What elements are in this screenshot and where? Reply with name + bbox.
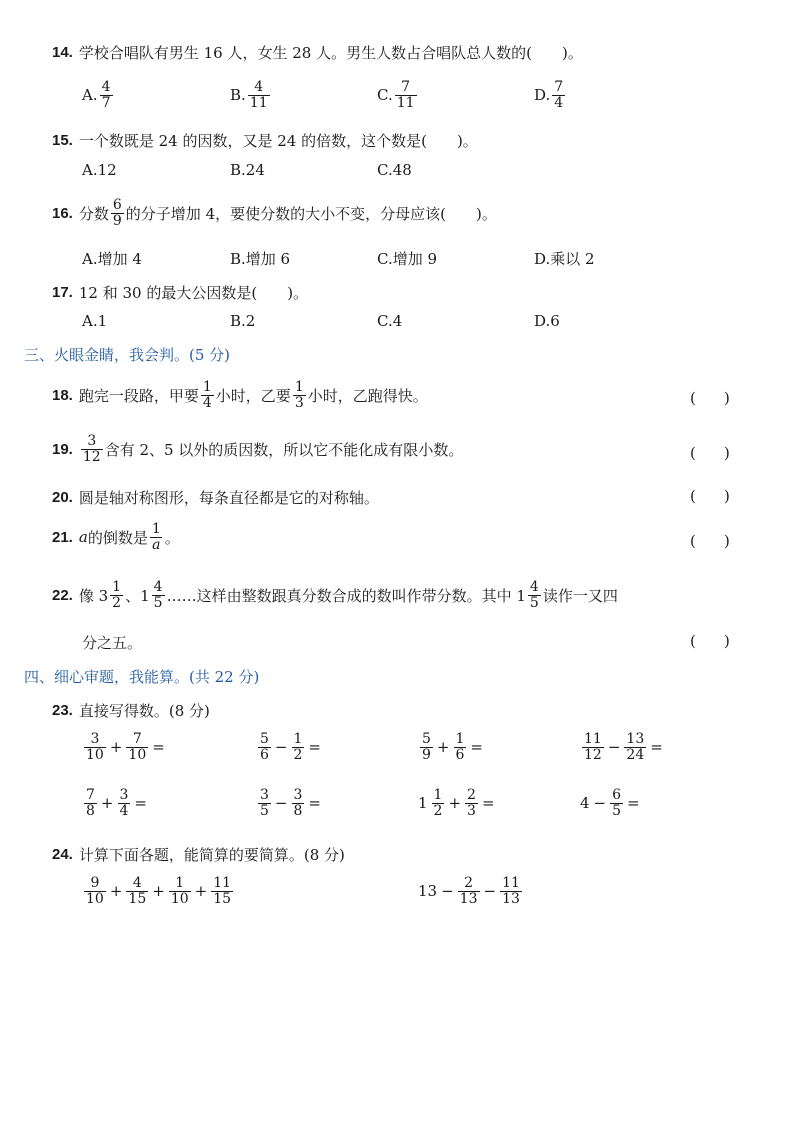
question-14 [52,42,583,63]
question-number: 21. [52,528,73,546]
calc-expression: $\frac{9}{10}$ + $\frac{4}{15}$ + $\frac{1}{10}$ + $\frac{11}{15}$ [86,875,232,907]
question-number: 18. [52,386,73,404]
calc-expression: $\frac{5}{6}$ − $\frac{1}{2}$ = [260,731,321,763]
question-number: 22. [52,586,73,604]
calc-expression: $\frac{3}{5}$ − $\frac{3}{8}$ = [260,787,321,819]
option-d[interactable]: D.乘以 2 [534,250,595,268]
question-20: 20. 圆是轴对称图形，每条直径都是它的对称轴。 [52,489,379,507]
option-b[interactable]: B.增加 6 [230,250,291,268]
option-a[interactable]: A. $\frac{4}{7}$ [82,79,111,111]
fraction: $\frac{4}{5}$ [153,579,163,611]
calc-expression: $\frac{7}{8}$ + $\frac{3}{4}$ = [86,787,147,819]
fraction: $\frac{1}{2}$ [112,579,122,611]
question-number: 15. [52,132,73,149]
question-22-line2: 分之五。 [82,634,143,652]
question-number: 14. [52,44,73,61]
fraction: $\frac{4}{11}$ [249,79,268,111]
answer-paren[interactable]: ( ) [690,632,730,650]
answer-paren[interactable]: ( ) [690,487,730,505]
question-number: 24. [52,846,73,863]
question-24: 24. 计算下面各题，能简算的要简算。(8 分) [52,846,345,864]
fraction: $\frac{3}{12}$ [82,433,101,465]
option-a[interactable]: A.12 [82,161,117,179]
question-number: 19. [52,440,73,458]
question-17 [52,282,308,303]
option-d[interactable]: D. $\frac{7}{4}$ [534,79,564,111]
question-number: 16. [52,204,73,222]
option-b[interactable]: B.24 [230,161,265,179]
answer-paren[interactable]: ( ) [690,444,730,462]
option-b[interactable]: B. $\frac{4}{11}$ [230,79,268,111]
answer-paren[interactable]: ( ) [690,389,730,407]
fraction: $\frac{1}{4}$ [202,379,212,411]
fraction: $\frac{6}{9}$ [112,197,122,229]
question-text: 学校合唱队有男生 16 人，女生 28 人。男生人数占合唱队总人数的( )。 [78,44,583,62]
fraction: $\frac{7}{4}$ [554,79,564,111]
section-heading-3: 三、火眼金睛，我会判。(5 分) [24,346,231,364]
question-number: 23. [52,702,73,719]
option-a[interactable]: A.1 [82,312,108,330]
fraction: $\frac{1}{a}$ [151,521,161,553]
fraction: $\frac{4}{7}$ [101,79,111,111]
question-23: 23. 直接写得数。(8 分) [52,702,210,720]
option-c[interactable]: C. $\frac{7}{11}$ [377,79,415,111]
calc-expression: 4 − $\frac{6}{5}$ = [580,787,640,819]
question-text: 12 和 30 的最大公因数是( )。 [78,284,309,302]
question-18: 18. 跑完一段路，甲要 $\frac{1}{4}$ 小时，乙要 $\frac{1}{3}$ 小时，乙跑得快。 [52,379,428,411]
question-21: 21. a 的倒数是 $\frac{1}{a}$ 。 [52,521,180,553]
option-b[interactable]: B.2 [230,312,256,330]
option-a[interactable]: A.增加 4 [82,250,142,268]
fraction: $\frac{7}{11}$ [396,79,415,111]
calc-expression: 1 $\frac{1}{2}$ + $\frac{2}{3}$ = [418,787,495,819]
option-c[interactable]: C.4 [377,312,403,330]
section-heading-4: 四、细心审题，我能算。(共 22 分) [24,668,260,686]
fraction: $\frac{1}{3}$ [294,379,304,411]
option-c[interactable]: C.增加 9 [377,250,438,268]
calc-expression: $\frac{3}{10}$ + $\frac{7}{10}$ = [86,731,165,763]
option-d[interactable]: D.6 [534,312,560,330]
option-c[interactable]: C.48 [377,161,412,179]
question-22: 22. 像 3 $\frac{1}{2}$ 、1 $\frac{4}{5}$ ……这样由整数跟真分数合成的数叫作带分数。其中 1 $\frac{4}{5}$ 读作一又四 [52,579,618,611]
calc-expression: 13 − $\frac{2}{13}$ − $\frac{11}{13}$ [418,875,520,907]
question-number: 17. [52,284,73,301]
question-19: 19. $\frac{3}{12}$ 含有 2、5 以外的质因数，所以它不能化成有限小数。 [52,433,464,465]
fraction: $\frac{4}{5}$ [529,579,539,611]
calc-expression: $\frac{5}{9}$ + $\frac{1}{6}$ = [422,731,483,763]
answer-paren[interactable]: ( ) [690,532,730,550]
question-text: 一个数既是 24 的因数，又是 24 的倍数，这个数是( )。 [78,132,478,150]
question-16: 16. 分数 $\frac{6}{9}$ 的分子增加 4，要使分数的大小不变，分母应该( )。 [52,197,497,229]
question-15 [52,130,478,151]
question-number: 20. [52,489,73,506]
calc-expression: $\frac{11}{12}$ − $\frac{13}{24}$ = [584,731,663,763]
